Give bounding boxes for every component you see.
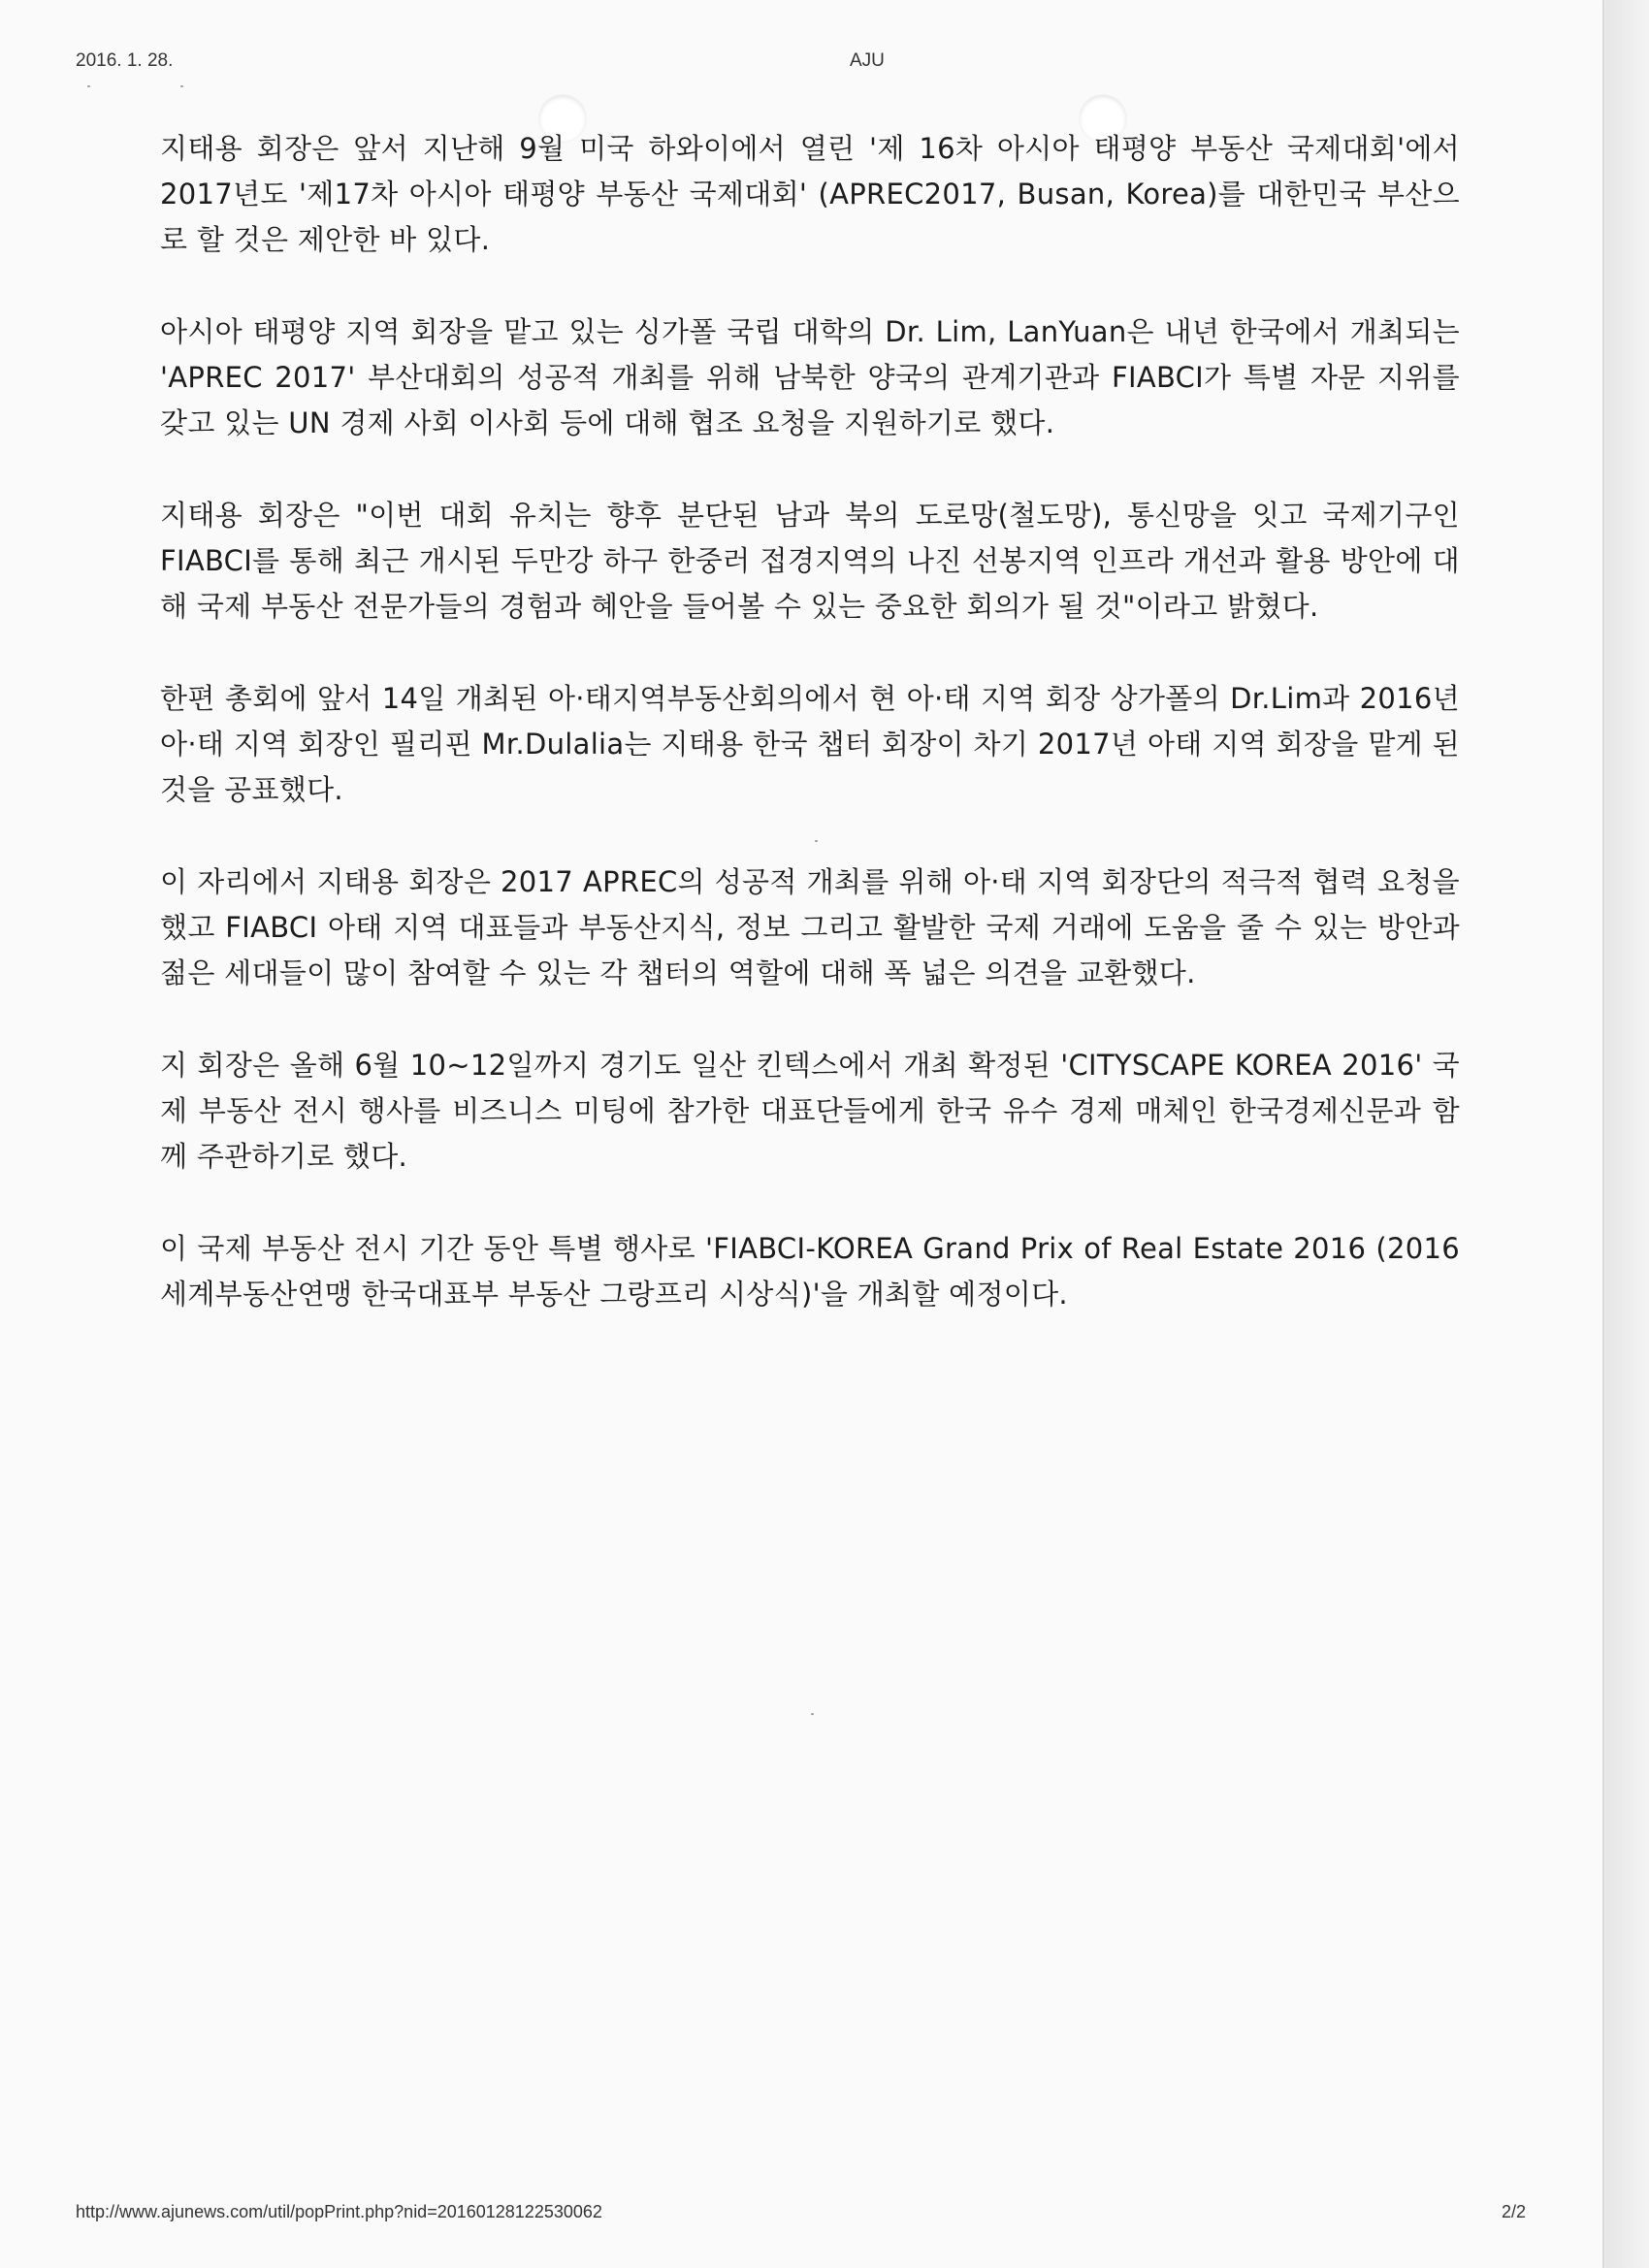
article-paragraph: 아시아 태평양 지역 회장을 맡고 있는 싱가폴 국립 대학의 Dr. Lim, LanYuan은 내년 한국에서 개최되는 'APREC 2017' 부산대회의 성공적 개최를 위해 남북한 양국의 관계기관과 FIABCI가 특별 자문 지위를 갖고 있는 UN 경제 사회 이사회 등에 대해 협조 요청을 지원하기로 했다.	[160, 315, 1460, 439]
article-paragraph: 지태용 회장은 "이번 대회 유치는 향후 분단된 남과 북의 도로망(철도망), 통신망을 잇고 국제기구인 FIABCI를 통해 최근 개시된 두만강 하구 한중러 접경지역의 나진 선봉지역 인프라 개선과 활용 방안에 대해 국제 부동산 전문가들의 경험과 혜안을 들어볼 수 있는 중요한 회의가 될 것"이라고 밝혔다.	[160, 499, 1460, 623]
article-paragraph: 한편 총회에 앞서 14일 개최된 아·태지역부동산회의에서 현 아·태 지역 회장 상가폴의 Dr.Lim과 2016년 아·태 지역 회장인 필리핀 Mr.Dulalia는 지태용 한국 챕터 회장이 차기 2017년 아태 지역 회장을 맡게 된 것을 공표했다.	[160, 682, 1460, 806]
scan-speck	[811, 1713, 814, 1715]
article-paragraph: 지 회장은 올해 6월 10~12일까지 경기도 일산 킨텍스에서 개최 확정된 'CITYSCAPE KOREA 2016' 국제 부동산 전시 행사를 비즈니스 미팅에 참가한 대표단들에게 한국 유수 경제 매체인 한국경제신문과 함께 주관하기로 했다.	[160, 1049, 1460, 1173]
scan-speck	[180, 85, 183, 87]
page-number: 2/2	[1502, 2202, 1527, 2221]
scan-background-edge	[1605, 0, 1649, 2268]
scan-speck	[815, 840, 818, 842]
print-date: 2016. 1. 28.	[76, 50, 174, 71]
scan-speck	[87, 85, 90, 87]
article-body	[160, 126, 1460, 1364]
article-paragraph: 지태용 회장은 앞서 지난해 9월 미국 하와이에서 열린 '제 16차 아시아 태평양 부동산 국제대회'에서 2017년도 '제17차 아시아 태평양 부동산 국제대회' (APREC2017, Busan, Korea)를 대한민국 부산으로 할 것은 제안한 바 있다.	[160, 132, 1460, 256]
article-paragraph: 이 자리에서 지태용 회장은 2017 APREC의 성공적 개최를 위해 아·태 지역 회장단의 적극적 협력 요청을 했고 FIABCI 아태 지역 대표들과 부동산지식, 정보 그리고 활발한 국제 거래에 도움을 줄 수 있는 방안과 젊은 세대들이 많이 참여할 수 있는 각 챕터의 역할에 대해 폭 넓은 의견을 교환했다.	[160, 865, 1460, 989]
site-name: AJU	[850, 50, 885, 71]
source-url: http://www.ajunews.com/util/popPrint.php?nid=20160128122530062	[76, 2202, 602, 2221]
article-paragraph: 이 국제 부동산 전시 기간 동안 특별 행사로 'FIABCI-KOREA Grand Prix of Real Estate 2016 (2016 세계부동산연맹 한국대표부 부동산 그랑프리 시상식)'을 개최할 예정이다.	[160, 1232, 1460, 1311]
